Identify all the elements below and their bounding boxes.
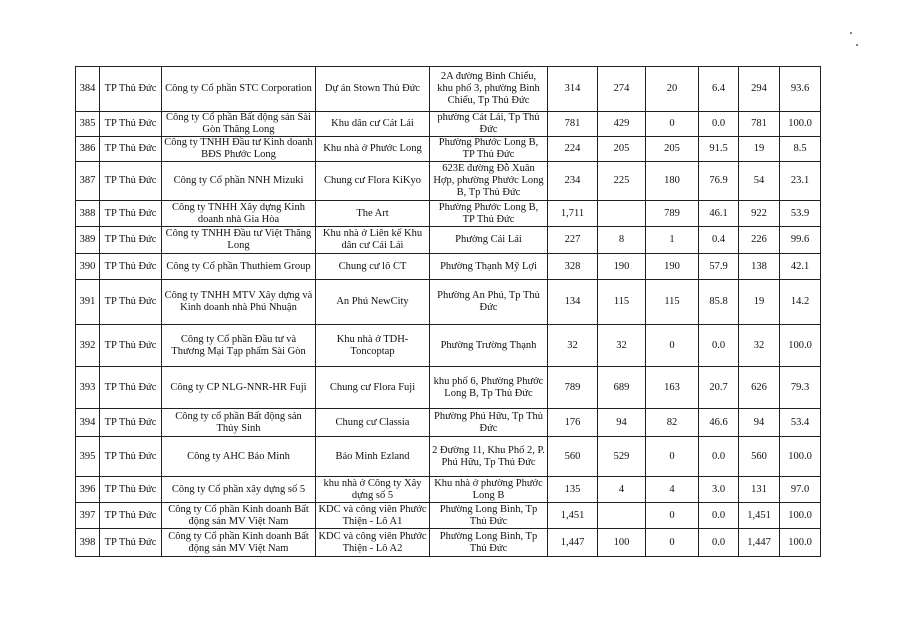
value-cell-3: 0 — [646, 503, 699, 529]
value-cell-1: 314 — [548, 67, 598, 112]
address-cell: Phường Phú Hữu, Tp Thủ Đức — [430, 409, 548, 437]
district-cell: TP Thủ Đức — [100, 503, 162, 529]
value-cell-2 — [598, 503, 646, 529]
row-number: 396 — [76, 477, 100, 503]
value-cell-4: 46.1 — [699, 201, 739, 227]
value-cell-5: 138 — [739, 254, 780, 280]
district-cell: TP Thủ Đức — [100, 367, 162, 409]
project-cell: Khu nhà ở Phước Long — [316, 137, 430, 162]
value-cell-5: 54 — [739, 162, 780, 201]
table-row — [76, 112, 821, 137]
row-number: 395 — [76, 437, 100, 477]
company-cell: Công ty Cổ phần Đầu tư và Thương Mại Tạp phẩm Sài Gòn — [162, 325, 316, 367]
value-cell-4: 3.0 — [699, 477, 739, 503]
value-cell-2: 225 — [598, 162, 646, 201]
value-cell-5: 19 — [739, 280, 780, 325]
project-cell: KDC và công viên Phước Thiện - Lô A1 — [316, 503, 430, 529]
value-cell-2: 8 — [598, 227, 646, 254]
value-cell-4: 0.0 — [699, 112, 739, 137]
table-row — [76, 227, 821, 254]
value-cell-4: 0.0 — [699, 503, 739, 529]
row-number: 391 — [76, 280, 100, 325]
company-cell: Công ty Cổ phần Kinh doanh Bất động sản MV Việt Nam — [162, 503, 316, 529]
table-row — [76, 162, 821, 201]
row-number: 392 — [76, 325, 100, 367]
value-cell-1: 560 — [548, 437, 598, 477]
value-cell-3: 190 — [646, 254, 699, 280]
address-cell: 2 Đường 11, Khu Phố 2, P. Phú Hữu, Tp Thủ Đức — [430, 437, 548, 477]
value-cell-4: 6.4 — [699, 67, 739, 112]
district-cell: TP Thủ Đức — [100, 325, 162, 367]
value-cell-5: 19 — [739, 137, 780, 162]
district-cell: TP Thủ Đức — [100, 227, 162, 254]
value-cell-1: 176 — [548, 409, 598, 437]
value-cell-3: 82 — [646, 409, 699, 437]
value-cell-5: 94 — [739, 409, 780, 437]
project-cell: Chung cư Classia — [316, 409, 430, 437]
district-cell: TP Thủ Đức — [100, 201, 162, 227]
value-cell-1: 1,711 — [548, 201, 598, 227]
address-cell: Phường Phước Long B, TP Thủ Đức — [430, 137, 548, 162]
row-number: 387 — [76, 162, 100, 201]
value-cell-5: 294 — [739, 67, 780, 112]
value-cell-1: 1,451 — [548, 503, 598, 529]
value-cell-1: 224 — [548, 137, 598, 162]
project-cell: Chung cư Flora KiKyo — [316, 162, 430, 201]
company-cell: Công ty TNHH Đầu tư Việt Thăng Long — [162, 227, 316, 254]
row-number: 390 — [76, 254, 100, 280]
value-cell-3: 163 — [646, 367, 699, 409]
project-table — [75, 66, 821, 557]
value-cell-3: 205 — [646, 137, 699, 162]
value-cell-6: 100.0 — [780, 437, 821, 477]
company-cell: Công ty CP NLG-NNR-HR Fuji — [162, 367, 316, 409]
address-cell: Phường An Phú, Tp Thủ Đức — [430, 280, 548, 325]
value-cell-4: 91.5 — [699, 137, 739, 162]
value-cell-3: 0 — [646, 437, 699, 477]
value-cell-3: 789 — [646, 201, 699, 227]
address-cell: Phường Phước Long B, TP Thủ Đức — [430, 201, 548, 227]
value-cell-6: 53.9 — [780, 201, 821, 227]
project-cell: Chung cư Flora Fuji — [316, 367, 430, 409]
project-cell: Dự án Stown Thủ Đức — [316, 67, 430, 112]
district-cell: TP Thủ Đức — [100, 280, 162, 325]
value-cell-6: 100.0 — [780, 112, 821, 137]
row-number: 394 — [76, 409, 100, 437]
value-cell-2: 274 — [598, 67, 646, 112]
row-number: 384 — [76, 67, 100, 112]
value-cell-3: 115 — [646, 280, 699, 325]
value-cell-4: 20.7 — [699, 367, 739, 409]
scan-speck — [856, 44, 858, 46]
address-cell: phường Cát Lái, Tp Thủ Đức — [430, 112, 548, 137]
district-cell: TP Thủ Đức — [100, 67, 162, 112]
district-cell: TP Thủ Đức — [100, 162, 162, 201]
project-cell: Khu dân cư Cát Lái — [316, 112, 430, 137]
value-cell-6: 100.0 — [780, 529, 821, 557]
project-cell: KDC và công viên Phước Thiện - Lô A2 — [316, 529, 430, 557]
value-cell-2: 689 — [598, 367, 646, 409]
value-cell-2: 205 — [598, 137, 646, 162]
table-row — [76, 503, 821, 529]
value-cell-4: 0.0 — [699, 325, 739, 367]
address-cell: khu phố 6, Phường Phước Long B, Tp Thủ Đức — [430, 367, 548, 409]
district-cell: TP Thủ Đức — [100, 137, 162, 162]
address-cell: Phường Long Bình, Tp Thủ Đức — [430, 529, 548, 557]
value-cell-3: 180 — [646, 162, 699, 201]
company-cell: Công ty Cổ phần Bất động sản Sài Gòn Thăng Long — [162, 112, 316, 137]
value-cell-5: 626 — [739, 367, 780, 409]
value-cell-4: 85.8 — [699, 280, 739, 325]
project-cell: The Art — [316, 201, 430, 227]
row-number: 388 — [76, 201, 100, 227]
address-cell: 623E đường Đỗ Xuân Hợp, phường Phước Long B, Tp Thủ Đức — [430, 162, 548, 201]
value-cell-1: 789 — [548, 367, 598, 409]
table-row — [76, 67, 821, 112]
row-number: 389 — [76, 227, 100, 254]
value-cell-1: 32 — [548, 325, 598, 367]
table-row — [76, 201, 821, 227]
table-row — [76, 529, 821, 557]
value-cell-5: 922 — [739, 201, 780, 227]
table-row — [76, 367, 821, 409]
value-cell-5: 560 — [739, 437, 780, 477]
company-cell: Công ty AHC Bảo Minh — [162, 437, 316, 477]
value-cell-6: 42.1 — [780, 254, 821, 280]
value-cell-5: 781 — [739, 112, 780, 137]
district-cell: TP Thủ Đức — [100, 112, 162, 137]
value-cell-2: 115 — [598, 280, 646, 325]
company-cell: Công ty Cổ phần xây dựng số 5 — [162, 477, 316, 503]
value-cell-2: 94 — [598, 409, 646, 437]
value-cell-6: 79.3 — [780, 367, 821, 409]
value-cell-2: 100 — [598, 529, 646, 557]
project-cell: khu nhà ở Công ty Xây dựng số 5 — [316, 477, 430, 503]
value-cell-3: 0 — [646, 325, 699, 367]
company-cell: Công ty Cổ phần STC Corporation — [162, 67, 316, 112]
value-cell-2: 529 — [598, 437, 646, 477]
address-cell: Phường Long Bình, Tp Thủ Đức — [430, 503, 548, 529]
value-cell-3: 0 — [646, 529, 699, 557]
company-cell: Công ty TNHH MTV Xây dựng và Kinh doanh nhà Phú Nhuận — [162, 280, 316, 325]
table-row — [76, 280, 821, 325]
table-row — [76, 254, 821, 280]
value-cell-1: 328 — [548, 254, 598, 280]
value-cell-2: 32 — [598, 325, 646, 367]
value-cell-2: 4 — [598, 477, 646, 503]
district-cell: TP Thủ Đức — [100, 437, 162, 477]
value-cell-4: 0.0 — [699, 529, 739, 557]
value-cell-6: 14.2 — [780, 280, 821, 325]
value-cell-4: 0.4 — [699, 227, 739, 254]
value-cell-3: 0 — [646, 112, 699, 137]
value-cell-1: 781 — [548, 112, 598, 137]
value-cell-4: 0.0 — [699, 437, 739, 477]
district-cell: TP Thủ Đức — [100, 254, 162, 280]
value-cell-6: 93.6 — [780, 67, 821, 112]
value-cell-5: 131 — [739, 477, 780, 503]
row-number: 393 — [76, 367, 100, 409]
value-cell-6: 23.1 — [780, 162, 821, 201]
value-cell-1: 1,447 — [548, 529, 598, 557]
project-cell: An Phú NewCity — [316, 280, 430, 325]
value-cell-5: 32 — [739, 325, 780, 367]
project-cell: Khu nhà ở TDH-Toncoptap — [316, 325, 430, 367]
table-row — [76, 409, 821, 437]
scan-speck — [850, 32, 852, 34]
company-cell: Công ty Cổ phần Kinh doanh Bất động sản MV Việt Nam — [162, 529, 316, 557]
address-cell: Phường Thạnh Mỹ Lợi — [430, 254, 548, 280]
table-row — [76, 325, 821, 367]
value-cell-6: 8.5 — [780, 137, 821, 162]
value-cell-4: 57.9 — [699, 254, 739, 280]
address-cell: 2A đường Bình Chiểu, khu phố 3, phường Bình Chiểu, Tp Thủ Đức — [430, 67, 548, 112]
row-number: 397 — [76, 503, 100, 529]
value-cell-2: 190 — [598, 254, 646, 280]
value-cell-1: 227 — [548, 227, 598, 254]
address-cell: Phường Cái Lái — [430, 227, 548, 254]
value-cell-3: 20 — [646, 67, 699, 112]
value-cell-6: 100.0 — [780, 325, 821, 367]
table-row — [76, 437, 821, 477]
value-cell-5: 226 — [739, 227, 780, 254]
table-body — [76, 67, 821, 557]
address-cell: Khu nhà ở phường Phước Long B — [430, 477, 548, 503]
value-cell-6: 99.6 — [780, 227, 821, 254]
value-cell-1: 135 — [548, 477, 598, 503]
value-cell-1: 234 — [548, 162, 598, 201]
value-cell-6: 97.0 — [780, 477, 821, 503]
value-cell-4: 76.9 — [699, 162, 739, 201]
value-cell-6: 100.0 — [780, 503, 821, 529]
company-cell: Công ty TNHH Đầu tư Kinh doanh BĐS Phước Long — [162, 137, 316, 162]
district-cell: TP Thủ Đức — [100, 477, 162, 503]
district-cell: TP Thủ Đức — [100, 409, 162, 437]
table-row — [76, 137, 821, 162]
company-cell: Công ty Cổ phần NNH Mizuki — [162, 162, 316, 201]
value-cell-5: 1,447 — [739, 529, 780, 557]
value-cell-2 — [598, 201, 646, 227]
value-cell-3: 4 — [646, 477, 699, 503]
value-cell-6: 53.4 — [780, 409, 821, 437]
company-cell: Công ty cổ phần Bất động sản Thủy Sinh — [162, 409, 316, 437]
project-cell: Bảo Minh Ezland — [316, 437, 430, 477]
value-cell-3: 1 — [646, 227, 699, 254]
district-cell: TP Thủ Đức — [100, 529, 162, 557]
value-cell-1: 134 — [548, 280, 598, 325]
value-cell-4: 46.6 — [699, 409, 739, 437]
row-number: 386 — [76, 137, 100, 162]
value-cell-5: 1,451 — [739, 503, 780, 529]
company-cell: Công ty TNHH Xây dựng Kinh doanh nhà Gia Hòa — [162, 201, 316, 227]
project-cell: Chung cư lô CT — [316, 254, 430, 280]
value-cell-2: 429 — [598, 112, 646, 137]
project-cell: Khu nhà ở Liên kế Khu dân cư Cái Lái — [316, 227, 430, 254]
address-cell: Phường Trường Thạnh — [430, 325, 548, 367]
row-number: 398 — [76, 529, 100, 557]
company-cell: Công ty Cổ phần Thuthiem Group — [162, 254, 316, 280]
row-number: 385 — [76, 112, 100, 137]
table-row — [76, 477, 821, 503]
